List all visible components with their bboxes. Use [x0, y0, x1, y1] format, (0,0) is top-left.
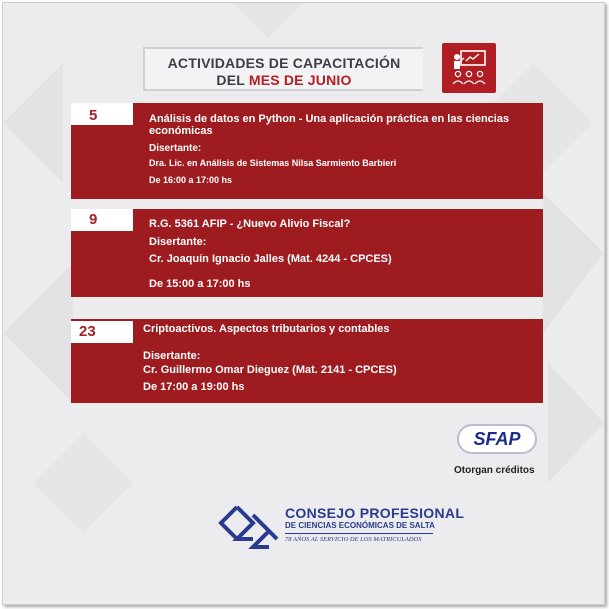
header-title-prefix: DEL	[216, 72, 249, 88]
activity-day-2: 9	[89, 211, 98, 228]
activity-speaker-label-2: Disertante:	[149, 236, 207, 248]
activity-day-3: 23	[79, 323, 96, 340]
activity-day-tab-2	[71, 209, 133, 231]
activity-speaker-2: Cr. Joaquín Ignacio Jalles (Mat. 4244 - CPCES)	[149, 253, 392, 265]
org-motto: 78 AÑOS AL SERVICIO DE LOS MATRICULADOS	[285, 536, 422, 543]
org-divider	[285, 533, 433, 534]
training-presentation-icon	[442, 43, 496, 93]
credits-caption: Otorgan créditos	[454, 465, 535, 476]
header-title-accent: MES DE JUNIO	[248, 72, 352, 88]
activity-speaker-1: Dra. Lic. en Análisis de Sistemas Nilsa Sarmiento Barbieri	[149, 158, 397, 168]
org-name: CONSEJO PROFESIONAL	[285, 505, 465, 521]
activity-schedule-1: De 16:00 a 17:00 hs	[149, 175, 233, 185]
activity-title-2: R.G. 5361 AFIP - ¿Nuevo Alivio Fiscal?	[149, 218, 351, 230]
activity-speaker-label-1: Disertante:	[149, 143, 202, 154]
flyer	[2, 2, 605, 605]
header-title-box	[143, 47, 423, 91]
activity-title-3: Criptoactivos. Aspectos tributarios y contables	[143, 323, 390, 335]
org-subtitle: DE CIENCIAS ECONÓMICAS DE SALTA	[285, 521, 435, 530]
activity-schedule-3: De 17:00 a 19:00 hs	[143, 381, 245, 393]
activity-title-1: Análisis de datos en Python - Una aplicación práctica en las ciencias económicas	[149, 113, 510, 137]
activity-schedule-2: De 15:00 a 17:00 hs	[149, 278, 251, 290]
header-title-line1: ACTIVIDADES DE CAPACITACIÓN	[167, 55, 401, 71]
activity-speaker-3: Cr. Guillermo Omar Dieguez (Mat. 2141 - CPCES)	[143, 364, 397, 376]
activity-day-tab-1	[71, 103, 133, 125]
sfap-logo-text: SFAP	[473, 429, 521, 449]
cpces-logo-icon	[215, 503, 281, 549]
header-title-line2	[145, 72, 423, 88]
activity-speaker-label-3: Disertante:	[143, 350, 201, 362]
sfap-logo	[457, 424, 537, 454]
activity-day-1: 5	[89, 107, 98, 124]
